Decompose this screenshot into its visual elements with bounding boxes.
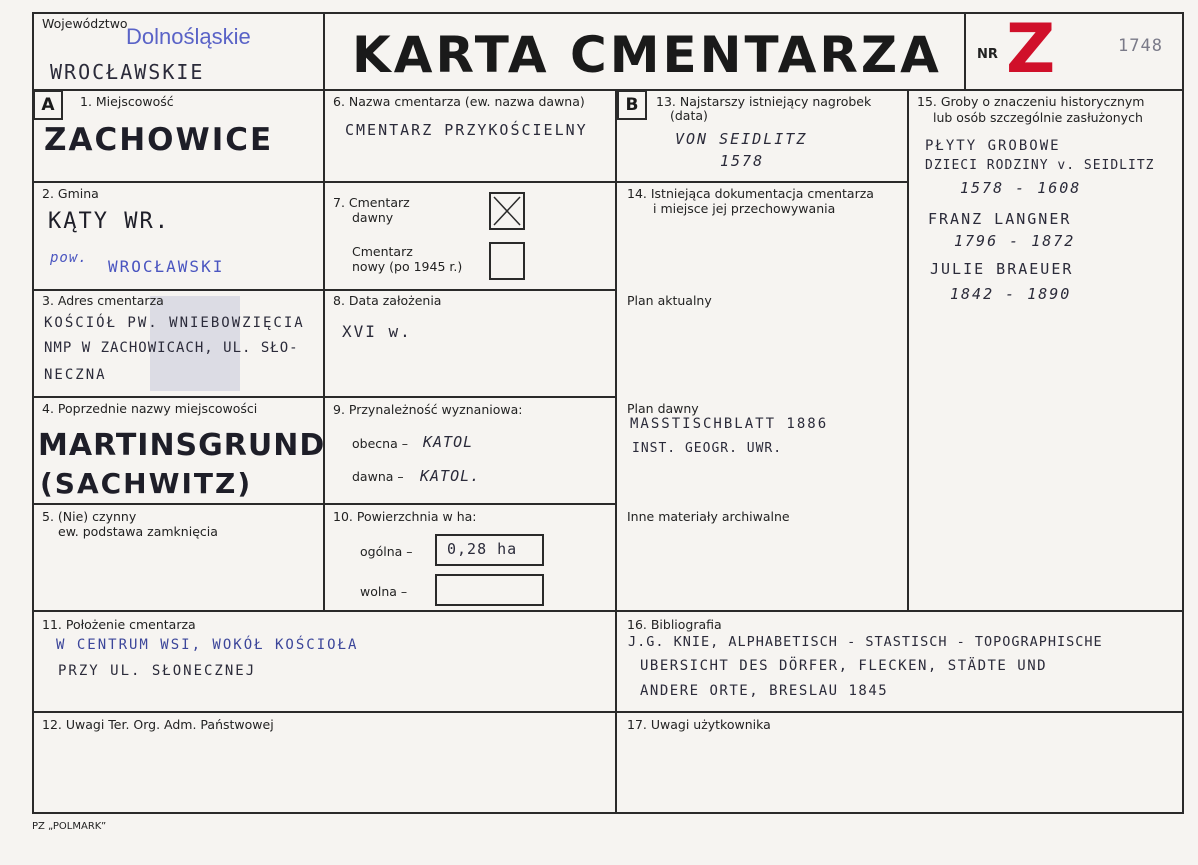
checkbox-old[interactable] xyxy=(489,192,525,230)
field-13-label: 13. Najstarszy istniejący nagrobek xyxy=(656,94,872,109)
nr-divider xyxy=(964,12,966,90)
field-3-line1: KOŚCIÓŁ PW. WNIEBOWZIĘCIA xyxy=(44,315,305,331)
field-2-pow-value: WROCŁAWSKI xyxy=(108,257,225,276)
field-8-label: 8. Data założenia xyxy=(333,293,442,308)
frame-right xyxy=(1182,12,1184,814)
field-15-line7: 1842 - 1890 xyxy=(950,285,1072,303)
field-1-value: ZACHOWICE xyxy=(44,122,274,158)
field-10-total: 0,28 ha xyxy=(447,540,518,558)
section-a-tag: A xyxy=(33,90,63,120)
field-2-label: 2. Gmina xyxy=(42,186,99,201)
field-9-current-label: obecna – xyxy=(352,436,408,451)
plan-former-line2: INST. GEOGR. UWR. xyxy=(632,441,783,456)
field-5-sub: ew. podstawa zamknięcia xyxy=(58,524,218,539)
field-14-sub: i miejsce jej przechowywania xyxy=(653,201,836,216)
field-2-value: KĄTY WR. xyxy=(48,209,170,234)
field-10-label: 10. Powierzchnia w ha: xyxy=(333,509,477,524)
field-13-line1: VON SEIDLITZ xyxy=(675,130,808,148)
voivodeship-label: Województwo xyxy=(42,16,128,31)
field-7-new-label: Cmentarz xyxy=(352,244,413,259)
field-3-line2: NMP W ZACHOWICACH, UL. SŁO- xyxy=(44,340,299,356)
header-divider xyxy=(32,89,1184,91)
field-9-former-label: dawna – xyxy=(352,469,404,484)
nr-label: NR xyxy=(977,47,998,62)
col-divider-1 xyxy=(323,12,325,612)
col-divider-2 xyxy=(615,89,617,813)
field-16-label: 16. Bibliografia xyxy=(627,617,722,632)
voivodeship-stamp: Dolnośląskie xyxy=(126,24,251,49)
col-divider-3 xyxy=(907,89,909,612)
field-15-line6: JULIE BRAEUER xyxy=(930,260,1074,278)
other-materials-label: Inne materiały archiwalne xyxy=(627,509,790,524)
row-line-b1 xyxy=(615,181,909,183)
field-14-label: 14. Istniejąca dokumentacja cmentarza xyxy=(627,186,874,201)
field-15-line2: DZIECI RODZINY v. SEIDLITZ xyxy=(925,158,1155,173)
plan-former-label: Plan dawny xyxy=(627,401,699,416)
field-3-line3: NECZNA xyxy=(44,367,107,383)
plan-current-label: Plan aktualny xyxy=(627,293,712,308)
check-x-icon xyxy=(491,194,523,228)
field-15-line4: FRANZ LANGNER xyxy=(928,210,1072,228)
field-11-line1: W CENTRUM WSI, WOKÓŁ KOŚCIOŁA xyxy=(56,637,359,653)
field-15-line3: 1578 - 1608 xyxy=(960,179,1082,197)
plan-former-line1: MASSTISCHBLATT 1886 xyxy=(630,416,829,432)
field-13-line2: 1578 xyxy=(720,152,765,170)
field-10-total-box[interactable] xyxy=(435,534,544,566)
frame-bottom xyxy=(32,812,1184,814)
field-4-label: 4. Poprzednie nazwy miejscowości xyxy=(42,401,258,416)
row-line-2 xyxy=(32,289,617,291)
frame-left xyxy=(32,12,34,814)
field-5-label: 5. (Nie) czynny xyxy=(42,509,137,524)
field-11-line2: PRZY UL. SŁONECZNEJ xyxy=(58,663,257,679)
nr-note: 1748 xyxy=(1118,36,1163,56)
field-12-label: 12. Uwagi Ter. Org. Adm. Państwowej xyxy=(42,717,274,732)
field-17-label: 17. Uwagi użytkownika xyxy=(627,717,771,732)
field-7-new: nowy (po 1945 r.) xyxy=(352,259,463,274)
field-11-label: 11. Położenie cmentarza xyxy=(42,617,196,632)
field-7-label: 7. Cmentarz xyxy=(333,195,410,210)
row-line-4 xyxy=(32,503,617,505)
printer-mark: PZ „POLMARK” xyxy=(32,821,107,832)
voivodeship-handwritten: WROCŁAWSKIE xyxy=(50,60,205,84)
field-4-line2: (SACHWITZ) xyxy=(40,467,253,500)
field-15-label: 15. Groby o znaczeniu historycznym xyxy=(917,94,1145,109)
row-line-5 xyxy=(32,610,1184,612)
field-3-label: 3. Adres cmentarza xyxy=(42,293,164,308)
field-8-value: XVI w. xyxy=(342,322,412,341)
field-9-label: 9. Przynależność wyznaniowa: xyxy=(333,402,523,417)
field-9-current: KATOL xyxy=(423,433,474,451)
field-2-pow-label: pow. xyxy=(50,250,88,266)
field-13-sub: (data) xyxy=(670,108,708,123)
field-16-line3: ANDERE ORTE, BRESLAU 1845 xyxy=(640,683,889,699)
field-15-line1: PŁYTY GROBOWE xyxy=(925,138,1061,154)
card-title: KARTA CMENTARZA xyxy=(352,26,942,84)
field-1-label: 1. Miejscowość xyxy=(80,94,174,109)
field-7-old: dawny xyxy=(352,210,394,225)
field-10-free-label: wolna – xyxy=(360,584,408,599)
field-16-line2: UBERSICHT DES DÖRFER, FLECKEN, STÄDTE UND xyxy=(640,658,1048,674)
field-4-line1: MARTINSGRUND xyxy=(38,428,326,463)
field-15-line5: 1796 - 1872 xyxy=(954,232,1076,250)
row-line-6 xyxy=(32,711,1184,713)
field-6-label: 6. Nazwa cmentarza (ew. nazwa dawna) xyxy=(333,94,585,109)
field-16-line1: J.G. KNIE, ALPHABETISCH - STASTISCH - TOPOGRAPHISCHE xyxy=(628,634,1103,650)
field-10-free-box[interactable] xyxy=(435,574,544,606)
nr-value: Z xyxy=(1006,10,1056,89)
field-15-sub: lub osób szczególnie zasłużonych xyxy=(933,110,1143,125)
field-10-total-label: ogólna – xyxy=(360,544,413,559)
checkbox-new[interactable] xyxy=(489,242,525,280)
field-6-value: CMENTARZ PRZYKOŚCIELNY xyxy=(345,121,588,139)
field-9-former: KATOL. xyxy=(420,467,481,485)
row-line-3 xyxy=(32,396,617,398)
row-line-1 xyxy=(32,181,617,183)
section-b-tag: B xyxy=(617,90,647,120)
